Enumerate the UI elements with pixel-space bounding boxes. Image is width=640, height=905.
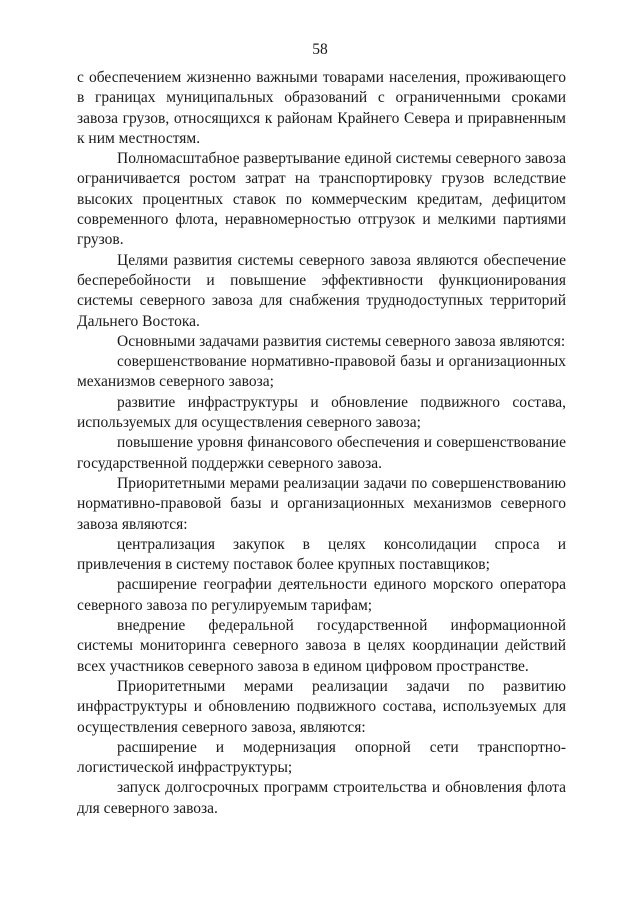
paragraph: Основными задачами развития системы северного завоза являются: xyxy=(117,332,566,350)
list-item: расширение географии деятельности единого морского оператора северного завоза по регулируемым тарифам; xyxy=(77,576,566,614)
paragraph: Полномасштабное развертывание единой системы северного завоза ограничивается ростом затрат на транспортировку грузов вследствие высоких процентных ставок по коммерческим кредитам, дефицитом современного флота, неравномерностью отгрузок и мелкими партиями грузов. xyxy=(77,150,566,249)
list-item: централизация закупок в целях консолидации спроса и привлечения в систему поставок более крупных поставщиков; xyxy=(77,535,566,574)
list-item: внедрение федеральной государственной информационной системы мониторинга северного завоза в целях координации действий всех участников северного завоза в едином цифровом пространстве. xyxy=(77,617,566,675)
paragraph: Целями развития системы северного завоза являются обеспечение бесперебойности и повышение эффективности функционирования системы северного завоза для снабжения труднодоступных территорий Дальнего Востока. xyxy=(77,251,566,330)
paragraph: Приоритетными мерами реализации задачи по развитию инфраструктуры и обновлению подвижного состава, используемых для осуществления северного завоза, являются: xyxy=(77,677,566,736)
list-item: совершенствование нормативно-правовой базы и организационных механизмов северного завоза; xyxy=(77,353,566,391)
list-item: повышение уровня финансового обеспечения и совершенствование государственной поддержки северного завоза. xyxy=(77,434,566,472)
list-item: расширение и модернизация опорной сети транспортно-логистической инфраструктуры; xyxy=(77,738,566,777)
page-number: 58 xyxy=(312,41,328,58)
paragraph: с обеспечением жизненно важными товарами населения, проживающего в границах муниципальных образований с ограниченными сроками завоза грузов, относящихся к районам Крайнего Севера и приравненным к ним местностям. xyxy=(77,69,566,147)
list-item: развитие инфраструктуры и обновление подвижного состава, используемых для осуществления северного завоза; xyxy=(77,393,566,432)
list-item: запуск долгосрочных программ строительства и обновления флота для северного завоза. xyxy=(77,779,566,817)
body-text xyxy=(77,68,566,819)
paragraph: Приоритетными мерами реализации задачи по совершенствованию нормативно-правовой базы и организационных механизмов северного завоза являются: xyxy=(77,474,566,533)
